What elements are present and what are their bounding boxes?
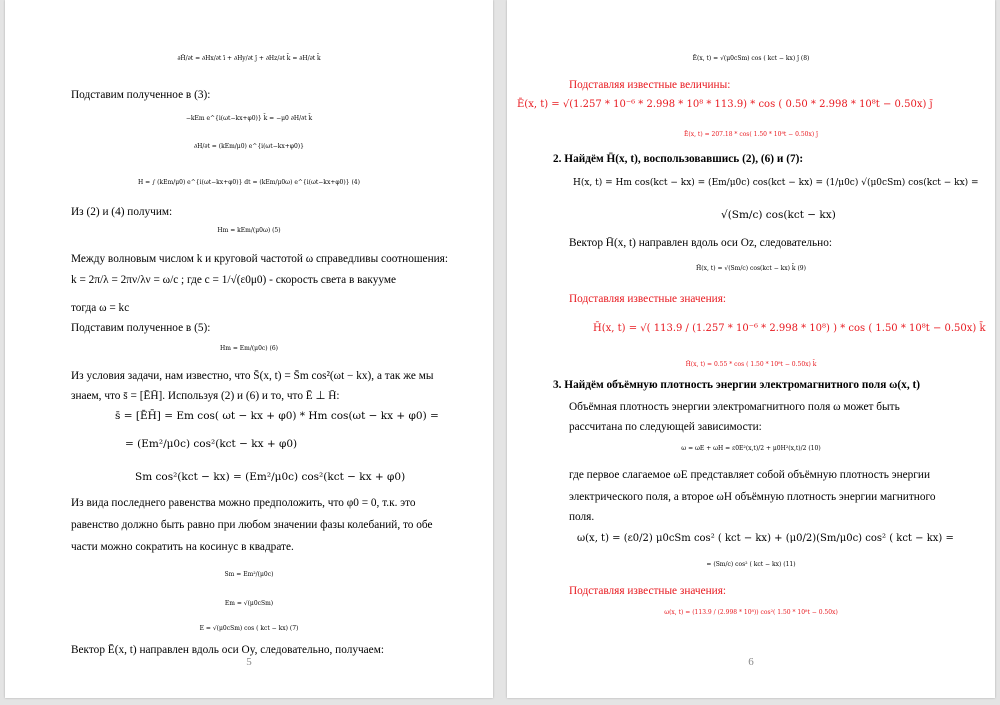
formula-line: ∂H/∂t = (kEm/μ0) e^{i(ωt−kx+φ0)}	[194, 143, 304, 150]
text-line: поля.	[569, 511, 595, 523]
formula-line: ω = ωE + ωH = ε0E²(x,t)/2 + μ0H²(x,t)/2 (10)	[681, 445, 821, 452]
formula-line: = (Em²/μ0c) cos²(kct − kx + φ0)	[125, 438, 298, 450]
formula-line: √(Sm/c) cos(kct − kx)	[721, 209, 836, 221]
formula-line: ω(x, t) = (ε0/2) μ0cSm cos² ( kct − kx) + (μ0/2)(Sm/μ0c) cos² ( kct − kx) =	[577, 533, 954, 544]
text-line: k = 2π/λ = 2πν/λν = ω/c ; где c = 1/√(ε0μ0) - скорость света в вакууме	[71, 274, 397, 286]
text-line: Подставим полученное в (3):	[71, 89, 211, 101]
text-line: Из условия задачи, нам известно, что S̄(x, t) = S̄m cos²(ωt − kx), а так же мы	[71, 370, 434, 382]
text-line: рассчитана по следующей зависимости:	[569, 421, 762, 433]
text-line: части можно сократить на косинус в квадрате.	[71, 541, 294, 553]
formula-line: Em = √(μ0cSm)	[224, 600, 274, 607]
page-number: 5	[246, 656, 252, 668]
formula-line: Ē(x, t) = √(μ0cSm) cos ( kct − kx) j̄ (8)	[692, 55, 810, 62]
text-line-highlighted: Подставляя известные значения:	[569, 293, 727, 305]
formula-line-highlighted: H̄(x, t) = 0.55 * cos ( 1.50 * 10⁸t − 0.50x) k̄	[685, 361, 817, 368]
text-line: знаем, что s̄ = [ĒH̄]. Используя (2) и (6) и то, что Ē ⊥ H̄:	[71, 390, 340, 402]
text-line-highlighted: Подставляя известные значения:	[569, 585, 727, 597]
formula-line: Sm cos²(kct − kx) = (Em²/μ0c) cos²(kct − kx + φ0)	[135, 471, 406, 483]
formula-line: ∂H̄/∂t = ∂Hx/∂t ī + ∂Hy/∂t j̄ + ∂Hz/∂t k̄ = ∂H/∂t k̄	[177, 55, 321, 62]
text-line-highlighted: Подставляя известные величины:	[569, 79, 731, 91]
section-heading: 2. Найдём H̄(x, t), воспользовавшись (2), (6) и (7):	[553, 153, 804, 165]
section-heading: 3. Найдём объёмную плотность энергии электромагнитного поля ω(x, t)	[553, 379, 920, 391]
text-line: Вектор H̄(x, t) направлен вдоль оси Oz, следовательно:	[569, 237, 833, 249]
formula-line: H̄(x, t) = √(Sm/c) cos(kct − kx) k̄ (9)	[696, 265, 806, 272]
text-line: тогда ω = kc	[71, 302, 130, 314]
text-line: электрического поля, а второе ωH объёмную плотность энергии магнитного	[569, 491, 936, 503]
page-number: 6	[748, 656, 754, 668]
formula-line: s̄ = [ĒH̄] = Em cos( ωt − kx + φ0) * Hm cos(ωt − kx + φ0) =	[115, 410, 439, 422]
formula-line: E = √(μ0cSm) cos ( kct − kx) (7)	[199, 625, 299, 632]
formula-line: Hm = kEm/(μ0ω) (5)	[217, 227, 281, 234]
formula-line: −kEm e^{i(ωt−kx+φ0)} k̄ = −μ0 ∂H/∂t k̄	[185, 115, 313, 122]
document-page-right	[507, 0, 995, 698]
text-line: Подставим полученное в (5):	[71, 322, 211, 334]
text-line: Из (2) и (4) получим:	[71, 206, 173, 218]
formula-line-highlighted: H̄(x, t) = √( 113.9 / (1.257 * 10⁻⁶ * 2.998 * 10⁸) ) * cos ( 1.50 * 10⁸t − 0.50x) k̄	[593, 323, 986, 334]
text-line: Из вида последнего равенства можно предположить, что φ0 = 0, т.к. это	[71, 497, 416, 509]
text-line: равенство должно быть равно при любом значении фазы колебаний, то обе	[71, 519, 433, 531]
document-page-left	[5, 0, 493, 698]
formula-line-highlighted: Ē(x, t) = 207.18 * cos( 1.50 * 10⁸t − 0.50x) j̄	[684, 131, 818, 138]
text-line: Вектор Ē(x, t) направлен вдоль оси Oy, следовательно, получаем:	[71, 644, 384, 656]
formula-line: Sm = Em²/(μ0c)	[224, 571, 274, 578]
formula-line: = (Sm/c) cos² ( kct − kx) (11)	[706, 561, 796, 568]
formula-line: H = ∫ (kEm/μ0) e^{i(ωt−kx+φ0)} dt = (kEm/μ0ω) e^{i(ωt−kx+φ0)} (4)	[138, 179, 360, 186]
formula-line: H(x, t) = Hm cos(kct − kx) = (Em/μ0c) cos(kct − kx) = (1/μ0c) √(μ0cSm) cos(kct − kx) =	[573, 178, 979, 188]
formula-line: Hm = Em/(μ0c) (6)	[219, 345, 279, 352]
text-line: Между волновым числом k и круговой частотой ω справедливы соотношения:	[71, 253, 448, 265]
formula-line-highlighted: Ē(x, t) = √(1.257 * 10⁻⁶ * 2.998 * 10⁸ * 113.9) * cos ( 0.50 * 2.998 * 10⁸t − 0.50x) j̄	[517, 99, 933, 110]
formula-line-highlighted: ω(x, t) = (113.9 / (2.998 * 10⁸)) cos²( 1.50 * 10⁸t − 0.50x)	[664, 609, 838, 616]
text-line: где первое слагаемое ωE представляет собой объёмную плотность энергии	[569, 469, 931, 481]
text-line: Объёмная плотность энергии электромагнитного поля ω может быть	[569, 401, 900, 413]
